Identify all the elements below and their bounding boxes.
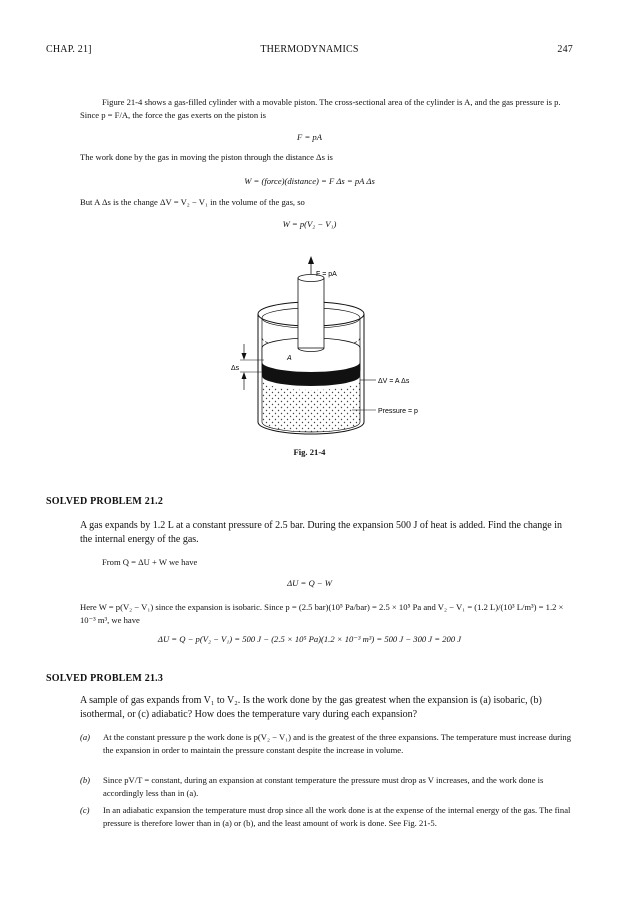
problem-2-equation-1: ΔU = Q − W bbox=[287, 578, 332, 588]
volume-change-label: ΔV = A Δs bbox=[378, 378, 410, 385]
problem-2-heading: SOLVED PROBLEM 21.2 bbox=[46, 496, 164, 507]
distance-label: Δs bbox=[231, 365, 240, 372]
pressure-label: Pressure = p bbox=[378, 408, 418, 415]
problem-3-answer-a bbox=[80, 731, 572, 756]
problem-3-heading: SOLVED PROBLEM 21.3 bbox=[46, 673, 164, 684]
equation-force: F = pA bbox=[297, 132, 322, 142]
figure-cylinder-piston bbox=[220, 256, 440, 451]
equation-work-volume: W = p(V₂ − V₁) bbox=[282, 219, 337, 229]
answer-a-text: At the constant pressure p the work done is p(V₂ − V₁) and is the greatest of the three expansions. The temperature must increase during the expansion in order to maintain the pressure constant despite the increase in volume. bbox=[103, 732, 572, 755]
answer-b-label: (b) bbox=[80, 775, 91, 785]
intro-paragraph-2: The work done by the gas in moving the piston through the distance Δs is bbox=[80, 152, 333, 162]
answer-b-text: Since pV/T = constant, during an expansion at constant temperature the pressure must drop as V increases, and the work done is accordingly less than in (a). bbox=[103, 775, 544, 798]
problem-3-answer-b bbox=[80, 774, 572, 799]
answer-a-label: (a) bbox=[80, 732, 91, 742]
intro-paragraph-1: Figure 21-4 shows a gas-filled cylinder with a movable piston. The cross-sectional area of the cylinder is A, and the gas pressure is p. Since p = F/A, the force the gas exerts on the piston is bbox=[80, 97, 561, 120]
piston-rod bbox=[298, 278, 324, 348]
problem-2-statement: A gas expands by 1.2 L at a constant pressure of 2.5 bar. During the expansion 500 J of heat is added. Find the change in the internal energy of the gas. bbox=[80, 520, 563, 545]
problem-3-statement: A sample of gas expands from V₁ to V₂. Is the work done by the gas greatest when the expansion is (a) isobaric, (b) isothermal, or (c) adiabatic? How does the temperature vary during each expansion? bbox=[80, 695, 542, 720]
figure-caption: Fig. 21-4 bbox=[293, 447, 326, 457]
problem-3-answer-c bbox=[80, 804, 572, 829]
intro-paragraph-3: But A Δs is the change ΔV = V₂ − V₁ in the volume of the gas, so bbox=[80, 197, 305, 207]
problem-2-equation-2: ΔU = Q − p(V₂ − V₁) = 500 J − (2.5 × 10⁵ Pa)(1.2 × 10⁻³ m³) = 500 J − 300 J = 200 J bbox=[157, 634, 462, 644]
area-label: A bbox=[287, 355, 292, 362]
answer-c-label: (c) bbox=[80, 805, 90, 815]
running-title: THERMODYNAMICS bbox=[260, 44, 359, 55]
answer-c-text: In an adiabatic expansion the temperature must drop since all the work done is at the expense of the internal energy of the gas. The final pressure is therefore lower than in (a) or (b), and the least amount of work is done. See Fig. 21-5. bbox=[103, 805, 571, 828]
equation-work-distance: W = (force)(distance) = F Δs = pA Δs bbox=[244, 176, 375, 186]
chapter-label: CHAP. 21] bbox=[46, 44, 92, 55]
problem-2-from: From Q = ΔU + W we have bbox=[102, 557, 198, 567]
problem-2-explanation: Here W = p(V₂ − V₁) since the expansion is isobaric. Since p = (2.5 bar)(10⁵ Pa/bar) = 2.5 × 10⁵ Pa and V₂ − V₁ = (1.2 L)/(10³ L/m³) = 1.2 × 10⁻³ m³, we have bbox=[80, 602, 564, 625]
force-label: F = pA bbox=[316, 271, 337, 278]
page-number: 247 bbox=[557, 44, 573, 55]
gas-fill bbox=[262, 380, 360, 432]
